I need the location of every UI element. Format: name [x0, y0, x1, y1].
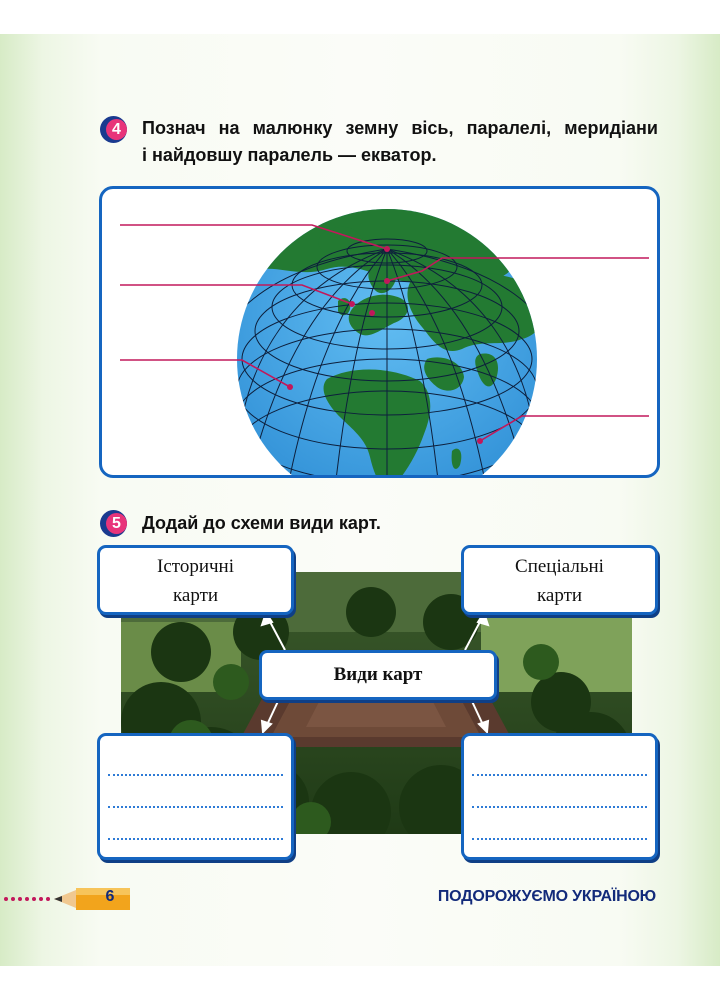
historical-maps-line-2: карти [172, 585, 219, 606]
special-maps-line-2: карти [536, 585, 583, 606]
answer-box-left[interactable] [97, 733, 294, 860]
special-maps-box [461, 545, 658, 615]
answer-line [108, 774, 283, 776]
task-4-line-2: і найдовшу паралель — екватор. [142, 145, 437, 165]
answer-box-right[interactable] [461, 733, 658, 860]
map-types-center-box: Види карт [259, 650, 497, 700]
answer-line [472, 774, 647, 776]
page-number: 6 [105, 888, 115, 905]
answer-line [108, 806, 283, 808]
answer-line [472, 806, 647, 808]
answer-line [108, 838, 283, 840]
special-maps-line-1: Спеціальні [515, 556, 604, 577]
historical-maps-box [97, 545, 294, 615]
task-4-line-1: Познач на малюнку земну вісь, паралелі, меридіани [142, 118, 658, 138]
historical-maps-line-1: Історичні [157, 556, 234, 577]
task-4-number: 4 [106, 119, 127, 140]
task-5-number: 5 [106, 513, 127, 534]
book-title: ПОДОРОЖУЄМО УКРАЇНОЮ [437, 888, 656, 905]
answer-line [472, 838, 647, 840]
task-5-instruction: Додай до схеми види карт. [142, 513, 381, 533]
